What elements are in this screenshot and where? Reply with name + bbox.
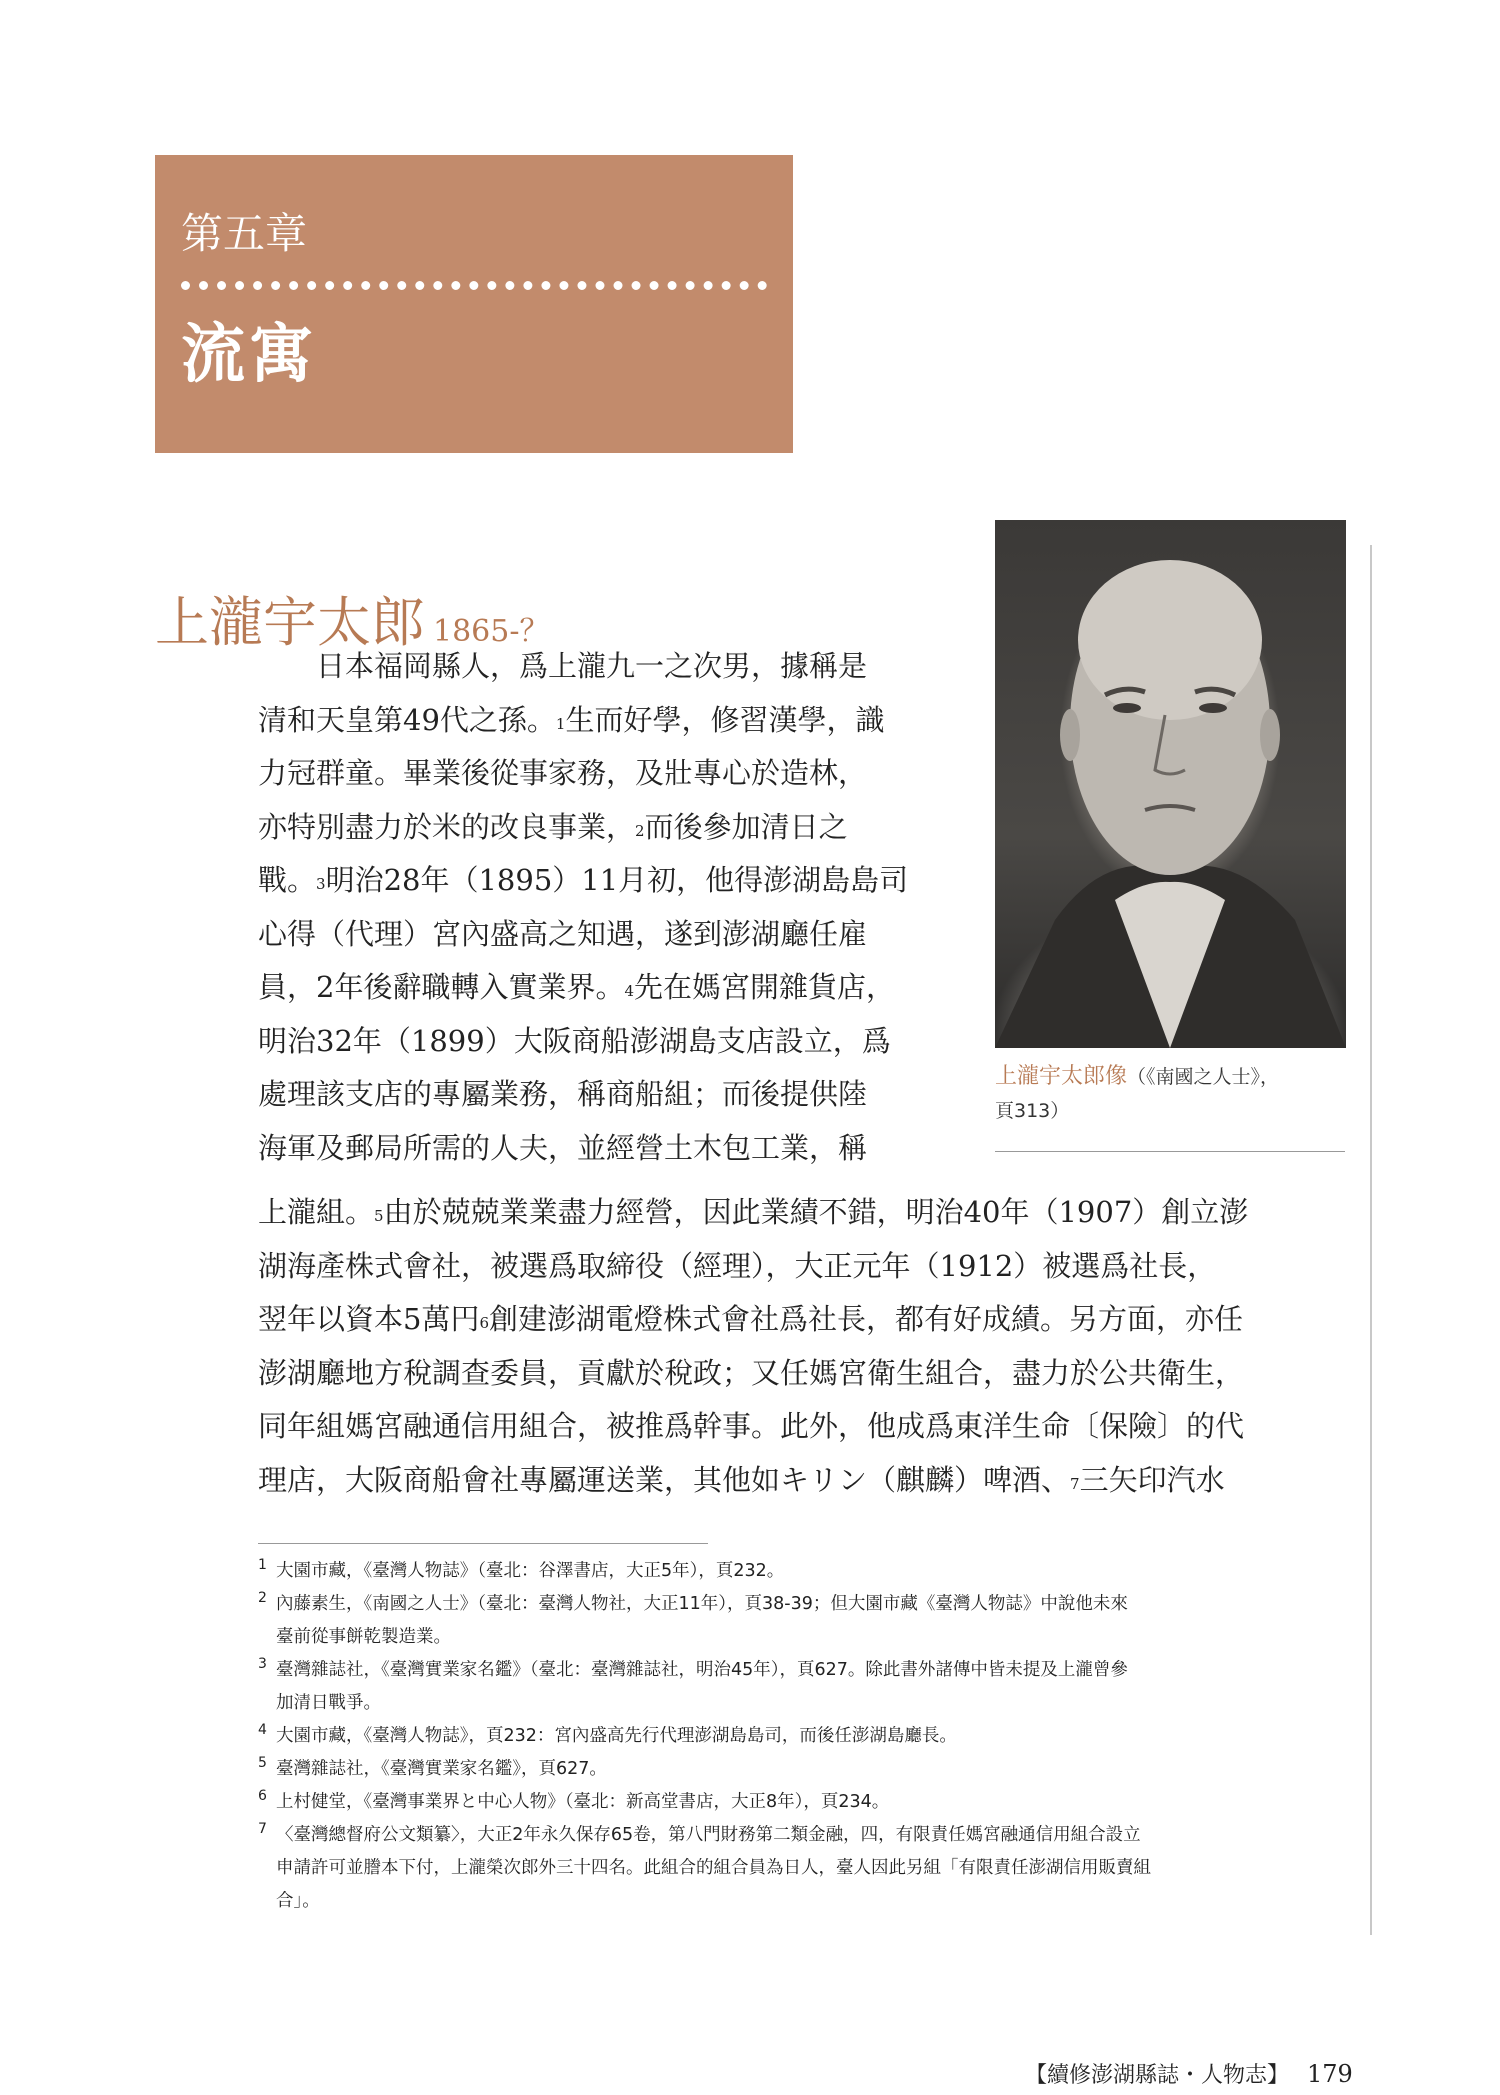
footnote-ref: 6 — [479, 1314, 489, 1332]
body-text: 日本福岡縣人，爲上瀧九一之次男，據稱是 — [316, 649, 868, 683]
chapter-title: 流寓 — [181, 317, 317, 392]
footnote-number: 1 — [258, 1557, 267, 1573]
footnote-item — [258, 1588, 1358, 1654]
footnote-text: 大園市藏，《臺灣人物誌》（臺北：谷澤書店，大正5年），頁232。 — [276, 1561, 785, 1581]
body-line — [258, 961, 958, 1015]
footnote-ref: 5 — [374, 1207, 384, 1225]
page-footer — [1025, 2058, 1353, 2089]
footnote-divider — [258, 1543, 708, 1544]
body-text: 亦特別盡力於米的改良事業， — [258, 809, 636, 844]
body-line — [258, 908, 958, 962]
body-text: 上瀧組。 — [258, 1195, 375, 1229]
footnote-text: 內藤素生，《南國之人士》（臺北：臺灣人物社，大正11年），頁38-39；但大園市藏《臺灣人物誌》中說他未來 — [276, 1594, 1128, 1614]
body-text: 創建澎湖電燈株式會社爲社長，都有好成績。另方面，亦任 — [489, 1302, 1244, 1336]
body-line — [258, 801, 958, 855]
body-text: 湖海產株式會社，被選爲取締役（經理），大正元年（1912）被選爲社長， — [258, 1248, 1217, 1283]
body-line — [258, 1240, 1350, 1294]
body-line — [258, 1015, 958, 1069]
footnote-item — [258, 1786, 1358, 1819]
body-text: 翌年以資本5萬円 — [258, 1302, 480, 1336]
footnote-text: 申請許可並謄本下付，上瀧榮次郎外三十四名。此組合的組合員為日人，臺人因此另組「有限責任澎湖信用販賣組 — [276, 1858, 1151, 1878]
footnote-text: 臺灣雜誌社，《臺灣實業家名鑑》（臺北：臺灣雜誌社，明治45年），頁627。除此書外諸傳中皆未提及上瀧曾參 — [276, 1660, 1128, 1680]
photo-caption — [995, 1060, 1350, 1128]
body-text: 先在媽宮開雜貨店， — [634, 970, 896, 1004]
footnote-text: 臺前從事餅乾製造業。 — [276, 1627, 451, 1647]
body-line — [258, 1122, 958, 1176]
page-number: 179 — [1307, 2060, 1353, 2088]
caption-name: 上瀧宇太郎像 — [995, 1064, 1128, 1089]
body-paragraph-narrow — [258, 640, 958, 1175]
body-text: 處理該支店的專屬業務，稱商船組；而後提供陸 — [258, 1077, 868, 1111]
body-line — [258, 854, 958, 908]
body-text: 明治32年（1899）大阪商船澎湖島支店設立，爲 — [258, 1023, 891, 1058]
body-paragraph-wide — [258, 1186, 1350, 1507]
body-text: 員，2年後辭職轉入實業界。 — [258, 970, 625, 1004]
footnote-item — [258, 1654, 1358, 1720]
footnote-text: 加清日戰爭。 — [276, 1693, 381, 1713]
body-text: 澎湖廳地方稅調查委員，貢獻於稅政；又任媽宮衛生組合，盡力於公共衛生， — [258, 1355, 1245, 1390]
book-title: 【續修澎湖縣誌・人物志】 — [1025, 2063, 1290, 2088]
body-text: 三矢印汽水 — [1079, 1462, 1225, 1497]
body-text: 海軍及郵局所需的人夫，並經營土木包工業，稱 — [258, 1130, 868, 1165]
body-text: 明治28年（1895）11月初，他得澎湖島島司 — [325, 863, 909, 897]
body-text: 力冠群童。畢業後從事家務，及壯專心於造林， — [258, 756, 868, 790]
portrait-illustration — [995, 520, 1346, 1048]
footnote-number: 4 — [258, 1722, 267, 1738]
footnote-ref: 1 — [555, 714, 566, 733]
chapter-banner — [155, 155, 793, 453]
body-line — [258, 694, 958, 748]
body-line — [258, 1400, 1350, 1454]
footnote-ref: 4 — [624, 982, 634, 1000]
caption-divider — [995, 1151, 1345, 1152]
footnote-text: 臺灣雜誌社，《臺灣實業家名鑑》，頁627。 — [276, 1759, 607, 1779]
body-line — [258, 747, 958, 801]
footnote-ref: 3 — [316, 875, 326, 893]
footnote-text: 合」。 — [276, 1891, 320, 1911]
footnotes — [258, 1555, 1358, 1918]
body-line — [258, 1293, 1350, 1347]
body-text: 同年組媽宮融通信用組合，被推爲幹事。此外，他成爲東洋生命〔保險〕的代 — [258, 1409, 1245, 1443]
body-text: 理店，大阪商船會社專屬運送業，其他如キリン（麒麟）啤酒、 — [258, 1462, 1071, 1497]
footnote-number: 2 — [258, 1590, 267, 1606]
footnote-item — [258, 1819, 1358, 1918]
caption-source: （《南國之人士》， — [1127, 1066, 1280, 1088]
body-text: 而後參加清日之 — [644, 809, 848, 844]
body-text: 心得（代理）宮內盛高之知遇，遂到澎湖廳任雇 — [258, 916, 868, 951]
body-text: 戰。 — [258, 863, 317, 897]
footnote-item — [258, 1753, 1358, 1786]
body-line — [258, 1186, 1350, 1240]
footnote-item — [258, 1555, 1358, 1588]
portrait-photo — [995, 520, 1346, 1048]
footnote-text: 大園市藏，《臺灣人物誌》，頁232：宮內盛高先行代理澎湖島島司，而後任澎湖島廳長。 — [276, 1726, 957, 1746]
column-rule — [1370, 545, 1372, 1935]
body-text: 生而好學，修習漢學，識 — [565, 702, 885, 737]
person-name: 上瀧宇太郎 — [155, 591, 425, 654]
person-years: 1865-？ — [433, 614, 550, 649]
footnote-item — [258, 1720, 1358, 1753]
caption-source-page: 頁313） — [995, 1100, 1070, 1122]
body-line — [258, 1454, 1350, 1508]
body-line — [258, 1347, 1350, 1401]
footnote-text: 上村健堂，《臺灣事業界と中心人物》（臺北：新高堂書店，大正8年），頁234。 — [276, 1792, 890, 1812]
footnote-number: 6 — [258, 1788, 267, 1804]
footnote-ref: 2 — [635, 821, 645, 840]
footnote-number: 5 — [258, 1755, 267, 1771]
footnote-text: 〈臺灣總督府公文類纂〉，大正2年永久保存65卷，第八門財務第二類金融，四，有限責任媽宮融通信用組合設立 — [276, 1825, 1141, 1845]
body-line — [258, 640, 958, 694]
footnote-number: 3 — [258, 1656, 267, 1672]
body-line — [258, 1068, 958, 1122]
body-text: 清和天皇第49代之孫。 — [258, 702, 556, 737]
chapter-divider — [181, 281, 767, 290]
chapter-number: 第五章 — [181, 209, 308, 258]
body-text: 由於兢兢業業盡力經營，因此業績不錯，明治40年（1907）創立澎 — [383, 1195, 1249, 1229]
footnote-number: 7 — [258, 1821, 267, 1837]
footnote-ref: 7 — [1070, 1474, 1080, 1493]
